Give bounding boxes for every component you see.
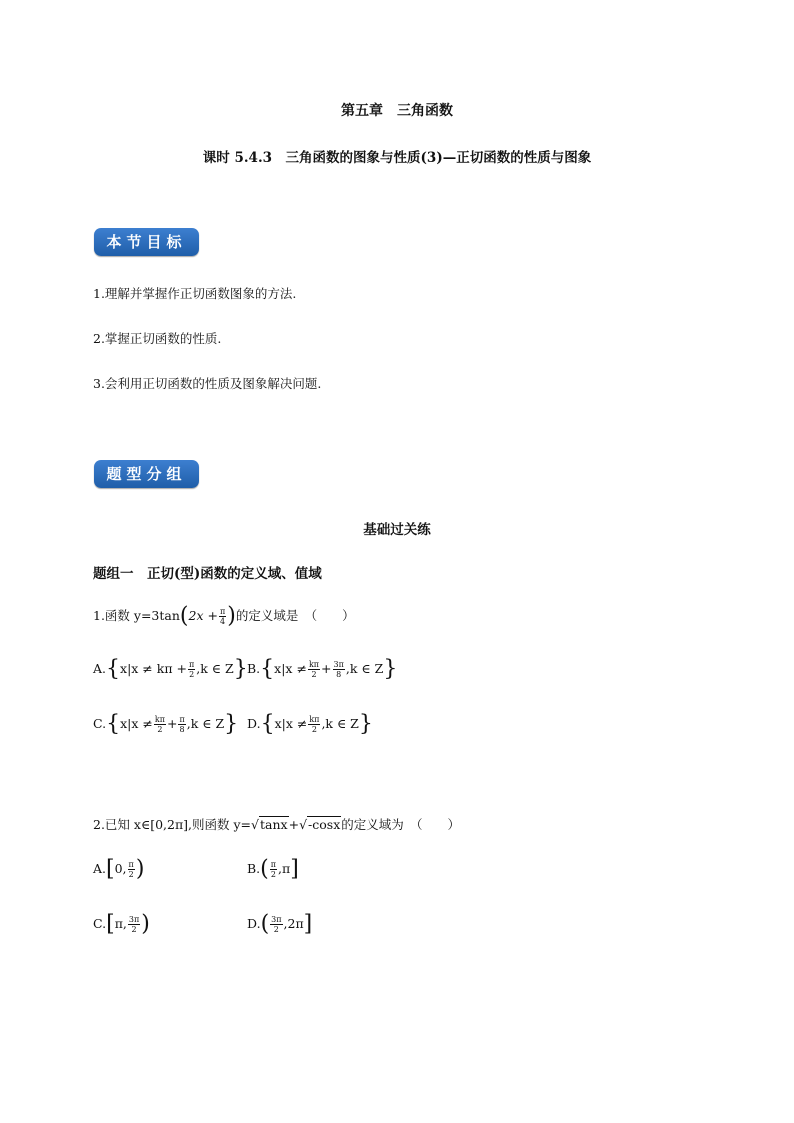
q1-prefix: 1.函数 y=3tan [93,608,180,623]
q1-arg: 2x + [188,608,218,623]
question-2: 2.已知 x∈[0,2π],则函数 y=√tanx+√-cosx的定义域为 （ ） [93,817,461,832]
q1-option-d[interactable]: D.{x|x ≠ $\frac{k\pi}{2}$ ,k ∈ Z} [247,711,373,737]
q1-option-b[interactable]: B.{x|x ≠ $\frac{k\pi}{2}$ + $\frac{3\pi}{8}$ ,k ∈ Z} [247,656,398,682]
sqrt-tan: √tanx [251,817,288,832]
q2-option-d[interactable]: D.( $\frac{3\pi}{2}$ ,2π] [247,911,313,937]
q2-option-a[interactable]: A.[0, $\frac{\pi}{2}$ ) [93,856,145,882]
q2-prefix: 2.已知 x∈[0,2π],则函数 y= [93,817,252,832]
paren-right: ) [227,603,236,629]
paren-left: ( [179,603,189,629]
lesson-title: 课时 5.4.3 三角函数的图象与性质(3)—正切函数的性质与图象 [202,150,592,166]
q2-option-c[interactable]: C.[π, $\frac{3\pi}{2}$ ) [93,911,150,937]
groups-badge: 题型分组 [94,460,199,488]
q1-option-c[interactable]: C.{x|x ≠ $\frac{k\pi}{2}$ + $\frac{\pi}{8}$ ,k ∈ Z} [93,711,239,737]
goal-item-3: 3.会利用正切函数的性质及图象解决问题. [93,376,322,391]
goal-item-2: 2.掌握正切函数的性质. [93,331,222,346]
fraction: $\frac{\pi}{4}$ [219,607,226,626]
question-1 [93,603,355,629]
section-title: 基础过关练 [363,522,431,538]
q2-option-b[interactable]: B.( $\frac{\pi}{2}$ ,π] [247,856,299,882]
goals-badge: 本节目标 [94,228,199,256]
sqrt-cos: √-cosx [299,817,341,832]
q2-suffix: 的定义域为 （ ） [341,817,461,832]
goal-item-1: 1.理解并掌握作正切函数图象的方法. [93,286,297,301]
q1-suffix: 的定义域是 （ ） [235,608,355,623]
chapter-title: 第五章 三角函数 [341,103,453,119]
group-heading: 题组一 正切(型)函数的定义域、值域 [93,566,322,582]
q1-option-a[interactable]: A.{x|x ≠ kπ + $\frac{\pi}{2}$ ,k ∈ Z} [93,656,248,682]
